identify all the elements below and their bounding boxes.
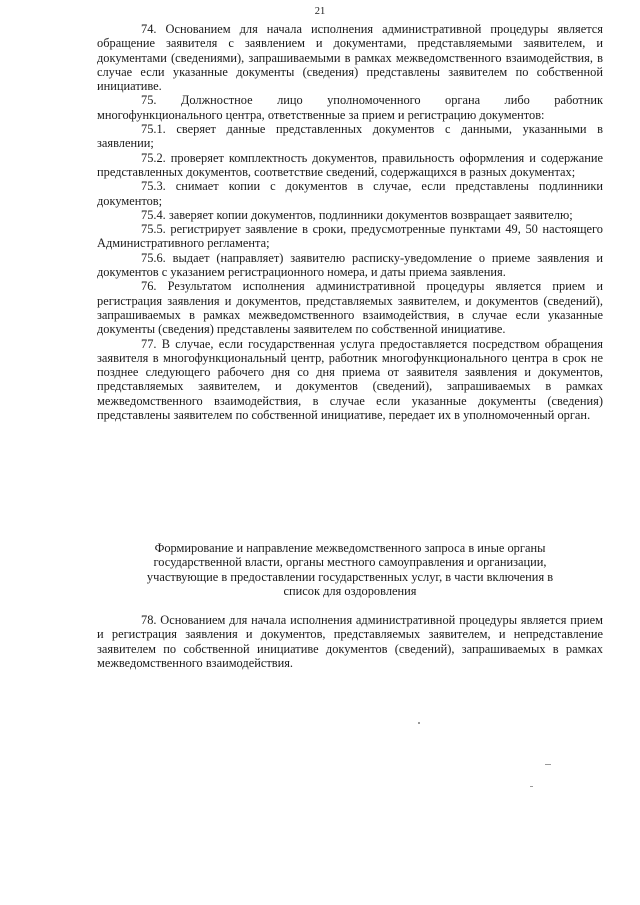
scan-speck (545, 764, 551, 765)
section-heading-line: список для оздоровления (283, 583, 417, 598)
section-heading-line: государственной власти, органы местного самоуправления и организации, (153, 555, 547, 570)
paragraph-75-6: 75.6. выдает (направляет) заявителю расписку-уведомление о приеме заявления и документов с указанием регистрационного номера, и даты приема заявления. (97, 250, 603, 280)
paragraph-76: 76. Результатом исполнения административной процедуры является прием и регистрация заявления и документов, представляемых заявителем, и документов (сведений), запрашиваемых в рамках межведомственного взаимодействия, в случае если указанные документы (сведения) представлены заявителем по собственной инициативе. (97, 279, 603, 337)
section-heading (97, 541, 603, 598)
section-heading-line: Формирование и направление межведомственного запроса в иные органы (154, 541, 546, 555)
paragraph-75-3: 75.3. снимает копии с документов в случае, если представлены подлинники документов; (97, 179, 603, 208)
paragraph-75-5: 75.5. регистрирует заявление в сроки, предусмотренные пунктами 49, 50 настоящего Административного регламента; (97, 222, 603, 251)
paragraph-75-1: 75.1. сверяет данные представленных документов с данными, указанными в заявлении; (97, 122, 603, 151)
paragraph-75-2: 75.2. проверяет комплектность документов, правильность оформления и содержание представленных документов, соответствие сведений, содержащихся в разных документах; (97, 150, 603, 179)
paragraph-74: 74. Основанием для начала исполнения административной процедуры является обращение заявителя с заявлением и документами, представляемыми заявителем, и документами (сведениями), запрашиваемыми в рамках межведомственного взаимодействия, в случае если указанные документы (сведения) представлены заявителем по собственной инициативе. (97, 22, 603, 94)
paragraph-75: 75. Должностное лицо уполномоченного органа либо работник многофункционального центра, ответственные за прием и регистрацию документов: (97, 93, 603, 122)
scan-speck (530, 786, 533, 787)
paragraph-75-4: 75.4. заверяет копии документов, подлинники документов возвращает заявителю; (141, 207, 573, 222)
paragraph-77: 77. В случае, если государственная услуга предоставляется посредством обращения заявителя в многофункциональный центр, работник многофункционального центра в срок не позднее следующего рабочего дня со дня приема от заявителя заявления и документов, представляемых заявителем, и документов (сведений), запрашиваемых в рамках межведомственного взаимодействия, в случае если указанные документы (сведения) представлены заявителем по собственной инициативе, передает их в уполномоченный орган. (97, 336, 603, 423)
body-text-lower (97, 613, 603, 670)
section-heading-line: участвующие в предоставлении государственных услуг, в части включения в (146, 569, 554, 584)
scan-speck (418, 722, 420, 724)
paragraph-78: 78. Основанием для начала исполнения административной процедуры является прием и регистрация заявления и документов, представляемых заявителем, и непредставление заявителем по собственной инициативе документов (сведений), запрашиваемых в рамках межведомственного взаимодействия. (97, 613, 603, 670)
page-number: 21 (314, 6, 326, 17)
body-text (97, 22, 603, 422)
